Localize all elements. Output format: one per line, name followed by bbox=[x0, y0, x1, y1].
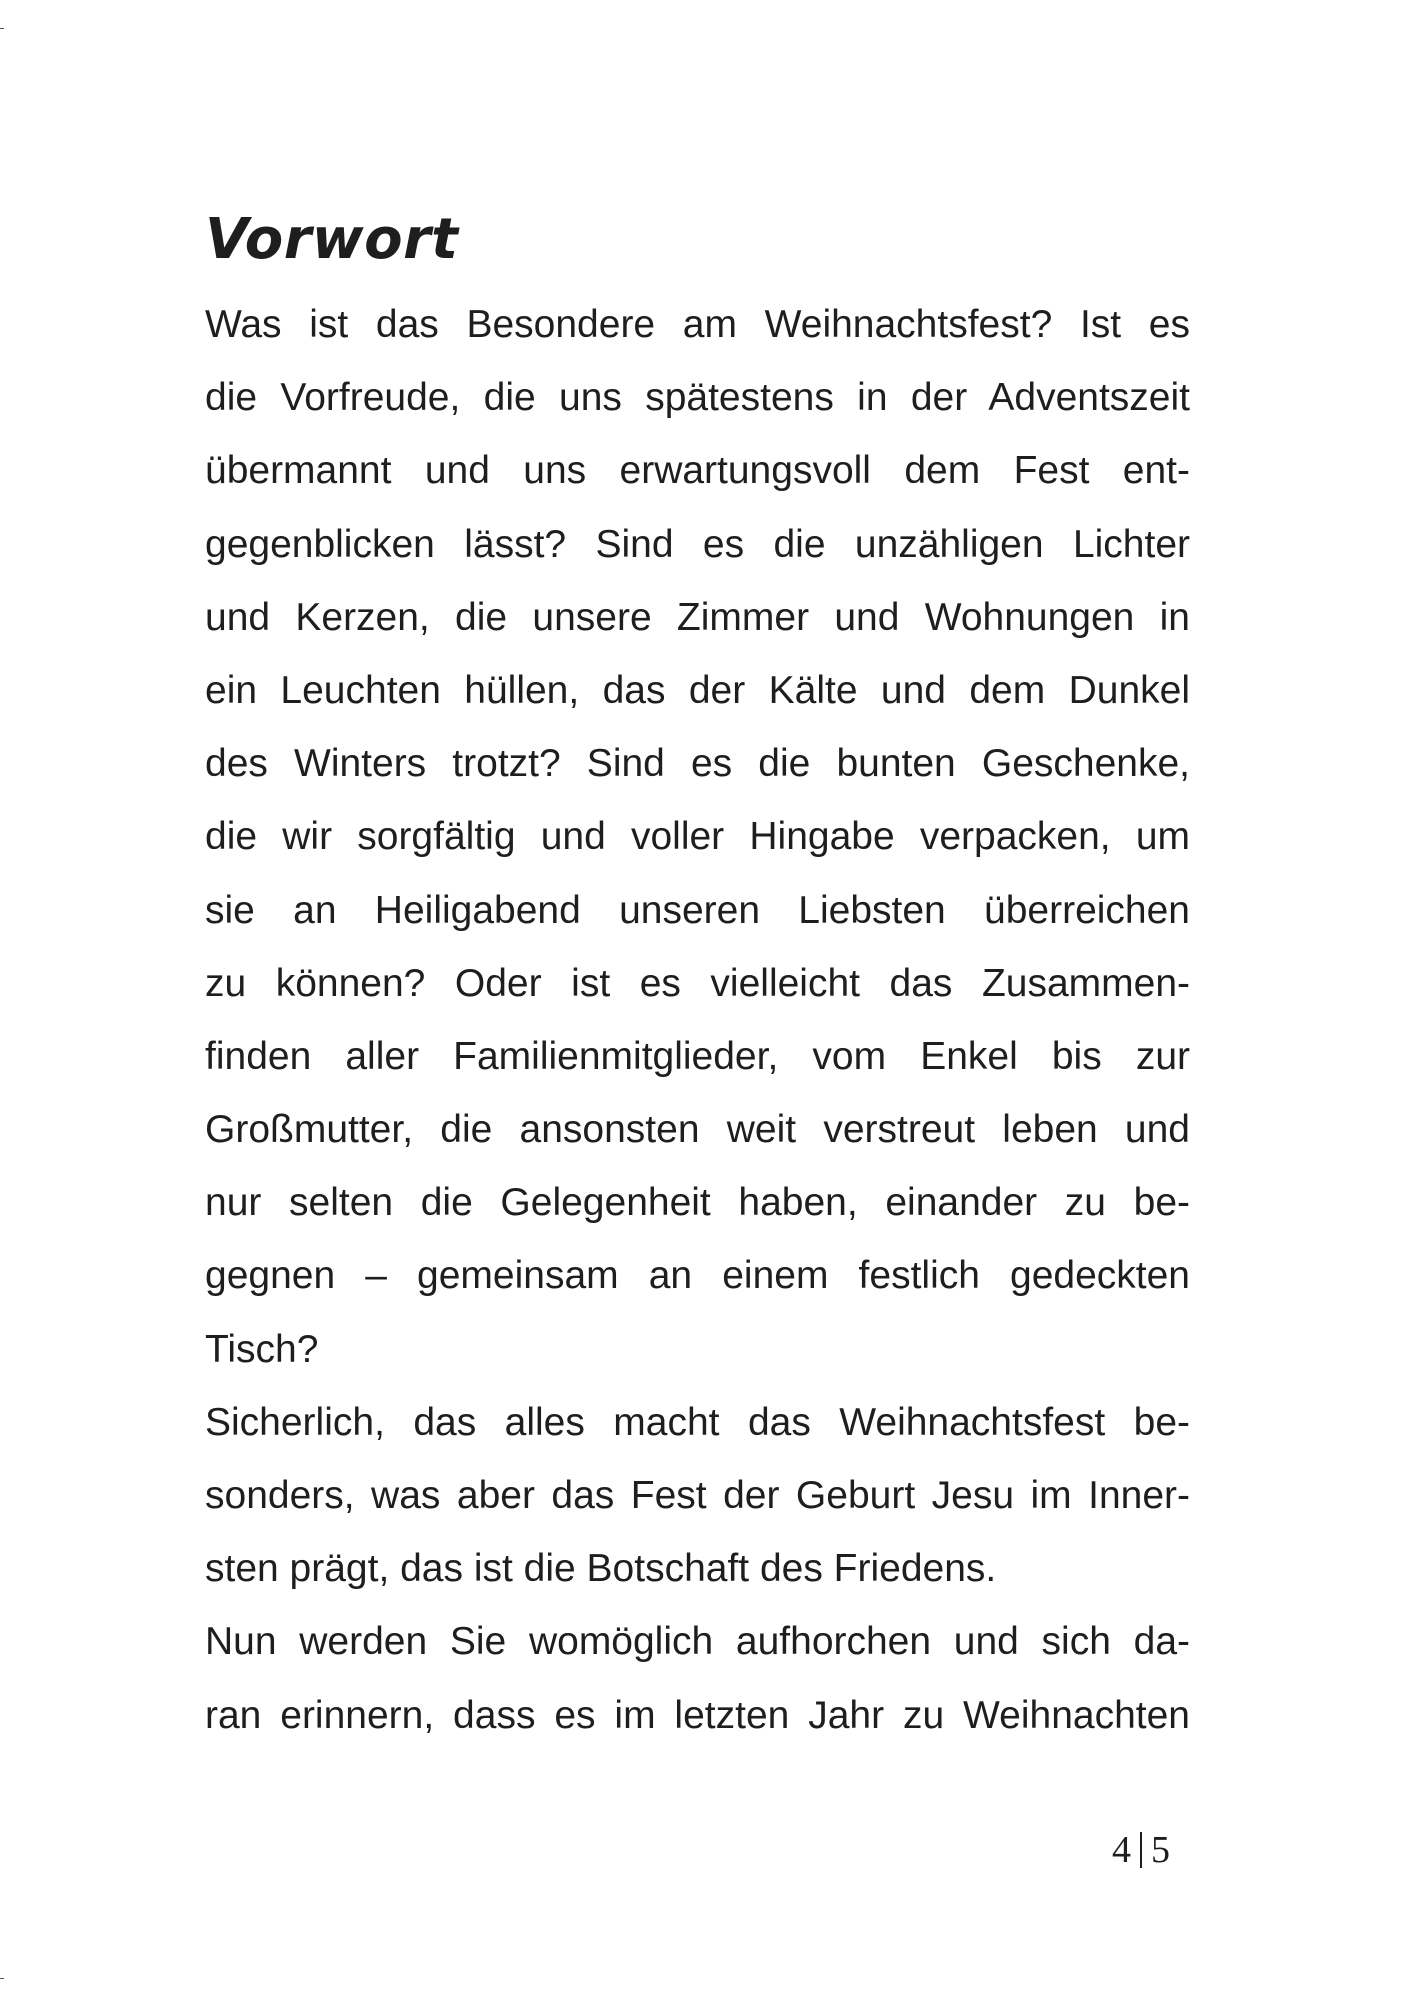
page-number-right: 5 bbox=[1151, 1829, 1170, 1871]
text-line: und Kerzen, die unsere Zimmer und Wohnungen in bbox=[205, 595, 1190, 639]
text-line: gegnen – gemeinsam an einem festlich gedeckten bbox=[205, 1254, 1190, 1298]
text-line: gegenblicken lässt? Sind es die unzähligen Lichter bbox=[205, 522, 1190, 566]
text-line: übermannt und uns erwartungsvoll dem Fest ent- bbox=[205, 449, 1190, 493]
text-line: Tisch? bbox=[205, 1327, 319, 1371]
text-line: Sicherlich, das alles macht das Weihnachtsfest be- bbox=[205, 1400, 1190, 1444]
crop-mark-bottom bbox=[0, 1978, 4, 1979]
text-line: finden aller Familienmitglieder, vom Enkel bis zur bbox=[205, 1034, 1190, 1078]
text-line: die Vorfreude, die uns spätestens in der Adventszeit bbox=[205, 376, 1190, 420]
crop-mark-top bbox=[0, 28, 4, 29]
text-line: Was ist das Besondere am Weihnachtsfest? Ist es bbox=[205, 303, 1190, 346]
page-number-left: 4 bbox=[1112, 1829, 1131, 1871]
page-number bbox=[1112, 1828, 1170, 1872]
text-line: Nun werden Sie womöglich aufhorchen und sich da- bbox=[205, 1620, 1190, 1664]
text-line: sonders, was aber das Fest der Geburt Jesu im Inner- bbox=[205, 1474, 1190, 1517]
text-line: zu können? Oder ist es vielleicht das Zusammen- bbox=[205, 961, 1190, 1005]
text-line: nur selten die Gelegenheit haben, einander zu be- bbox=[205, 1181, 1190, 1225]
text-line: des Winters trotzt? Sind es die bunten Geschenke, bbox=[205, 742, 1190, 786]
text-line: sten prägt, das ist die Botschaft des Friedens. bbox=[205, 1547, 997, 1591]
text-line: die wir sorgfältig und voller Hingabe verpacken, um bbox=[205, 815, 1190, 859]
text-line: Großmutter, die ansonsten weit verstreut leben und bbox=[205, 1108, 1190, 1152]
text-line: sie an Heiligabend unseren Liebsten überreichen bbox=[205, 888, 1190, 932]
page-heading: Vorwort bbox=[205, 207, 459, 272]
text-line: ein Leuchten hüllen, das der Kälte und dem Dunkel bbox=[205, 668, 1190, 712]
text-line: ran erinnern, dass es im letzten Jahr zu Weihnachten bbox=[205, 1693, 1190, 1737]
page-number-separator bbox=[1140, 1832, 1142, 1868]
body-text bbox=[205, 288, 1190, 1752]
